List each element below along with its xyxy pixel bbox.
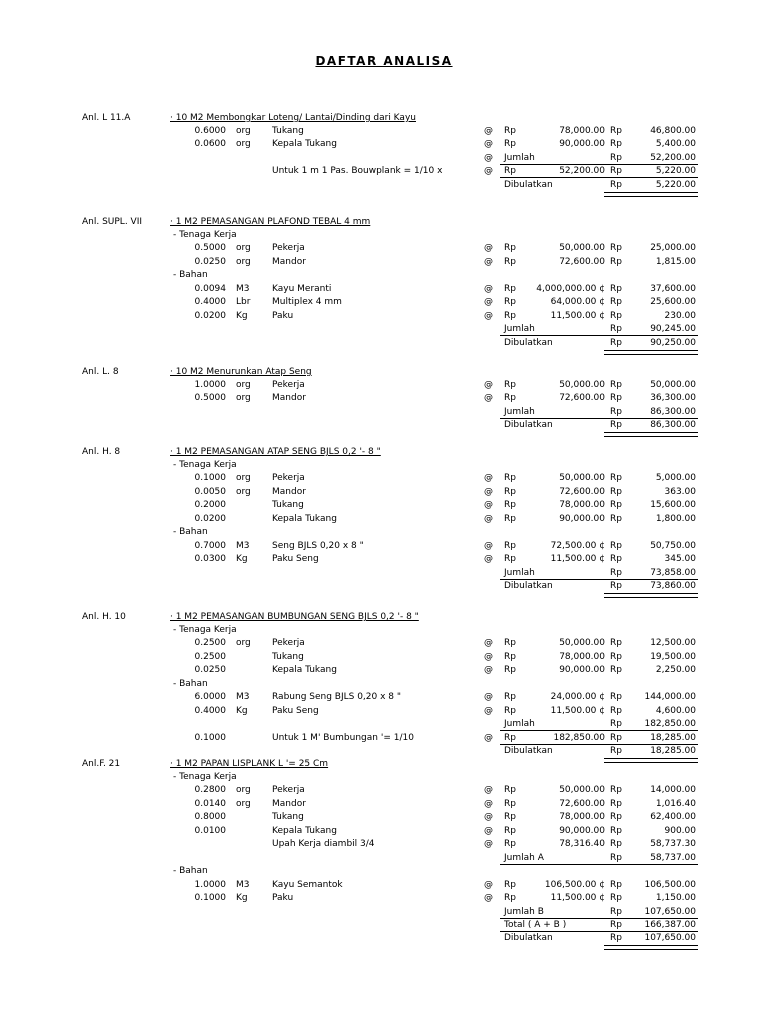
currency-or-label-cell: Dibulatkan — [504, 179, 553, 190]
currency-or-label-cell: Rp — [504, 310, 516, 321]
row-total-cell: 107,650.00 — [644, 906, 696, 917]
currency-or-label-cell: Rp — [504, 705, 516, 716]
unit-price-cell: 50,000.00 — [559, 243, 605, 254]
currency-cell: Rp — [610, 719, 622, 730]
double-underline — [604, 945, 698, 950]
row-total-cell: 58,737.30 — [650, 839, 696, 850]
group-label: - Bahan — [173, 270, 208, 281]
at-sign: @ — [484, 486, 493, 497]
quantity-cell: 0.6000 — [194, 126, 226, 136]
quantity-cell: 0.0094 — [194, 283, 226, 294]
at-sign: @ — [484, 812, 493, 823]
row-total-cell: 1,150.00 — [655, 893, 696, 904]
unit-price-cell: 78,000.00 — [559, 126, 605, 136]
double-underline — [604, 350, 698, 355]
description-cell: Paku — [272, 310, 294, 321]
row-total-cell: 345.00 — [664, 554, 696, 565]
unit-price-cell: 50,000.00 — [559, 785, 605, 796]
row-total-cell: 90,250.00 — [650, 337, 696, 348]
at-sign: @ — [484, 692, 493, 703]
description-cell: Pekerja — [272, 638, 305, 649]
at-sign: @ — [484, 166, 493, 177]
unit-cell: M3 — [236, 692, 250, 703]
unit-cell: Kg — [236, 554, 248, 565]
unit-price-cell: 106,500.00 ¢ — [544, 879, 605, 890]
section-heading: · 10 M2 Membongkar Loteng/ Lantai/Dinding dari Kayu — [170, 113, 416, 123]
section-heading: · 1 M2 PAPAN LISPLANK L '= 25 Cm — [170, 759, 329, 769]
currency-or-label-cell: Dibulatkan — [504, 337, 553, 348]
unit-cell: org — [236, 638, 251, 649]
row-total-cell: 19,500.00 — [650, 651, 696, 662]
unit-cell: Lbr — [236, 297, 251, 308]
currency-cell: Rp — [610, 893, 622, 904]
currency-cell: Rp — [610, 139, 622, 150]
currency-cell: Rp — [610, 746, 622, 757]
currency-or-label-cell: Rp — [504, 812, 516, 823]
currency-cell: Rp — [610, 825, 622, 836]
currency-or-label-cell: Rp — [504, 256, 516, 267]
at-sign: @ — [484, 785, 493, 796]
currency-or-label-cell: Rp — [504, 879, 516, 890]
unit-price-cell: 50,000.00 — [559, 638, 605, 649]
at-sign: @ — [484, 638, 493, 649]
description-cell: Multiplex 4 mm — [272, 297, 342, 308]
unit-price-cell: 78,000.00 — [559, 812, 605, 823]
row-total-cell: 62,400.00 — [650, 812, 696, 823]
currency-cell: Rp — [610, 126, 622, 136]
at-sign: @ — [484, 473, 493, 484]
currency-or-label-cell: Rp — [504, 380, 516, 390]
description-cell: Mandor — [272, 256, 306, 267]
currency-or-label-cell: Jumlah — [504, 406, 535, 417]
quantity-cell: 0.0200 — [194, 513, 226, 524]
unit-price-cell: 24,000.00 ¢ — [550, 692, 605, 703]
description-cell: Upah Kerja diambil 3/4 — [272, 839, 375, 850]
group-label: - Bahan — [173, 678, 208, 689]
quantity-cell: 0.0300 — [194, 554, 226, 565]
description-cell: Kepala Tukang — [272, 665, 337, 676]
at-sign: @ — [484, 256, 493, 267]
at-sign: @ — [484, 297, 493, 308]
unit-price-cell: 4,000,000.00 ¢ — [536, 283, 605, 294]
currency-cell: Rp — [610, 166, 622, 177]
currency-cell: Rp — [610, 486, 622, 497]
unit-price-cell: 78,000.00 — [559, 651, 605, 662]
currency-cell: Rp — [610, 567, 622, 578]
unit-cell: org — [236, 139, 251, 150]
currency-or-label-cell: Jumlah A — [504, 852, 544, 863]
section-code: Anl. L. 8 — [82, 367, 119, 377]
unit-cell: org — [236, 256, 251, 267]
description-cell: Kepala Tukang — [272, 825, 337, 836]
unit-price-cell: 78,000.00 — [559, 500, 605, 511]
currency-or-label-cell: Jumlah — [504, 152, 535, 163]
currency-cell: Rp — [610, 581, 622, 592]
row-total-cell: 5,220.00 — [655, 166, 696, 177]
currency-or-label-cell: Jumlah — [504, 567, 535, 578]
page-title: DAFTAR ANALISA — [315, 54, 453, 68]
row-total-cell: 900.00 — [664, 825, 696, 836]
description-cell: Paku Seng — [272, 705, 319, 716]
currency-or-label-cell: Rp — [504, 732, 516, 743]
currency-cell: Rp — [610, 785, 622, 796]
group-label: - Tenaga Kerja — [173, 625, 237, 635]
currency-cell: Rp — [610, 297, 622, 308]
currency-or-label-cell: Dibulatkan — [504, 746, 553, 757]
currency-or-label-cell: Rp — [504, 651, 516, 662]
row-total-cell: 73,860.00 — [650, 581, 696, 592]
unit-price-cell: 72,600.00 — [559, 393, 605, 404]
description-cell: Tukang — [272, 812, 304, 823]
currency-or-label-cell: Rp — [504, 554, 516, 565]
currency-cell: Rp — [610, 554, 622, 565]
row-total-cell: 230.00 — [664, 310, 696, 321]
description-cell: Kepala Tukang — [272, 139, 337, 150]
currency-or-label-cell: Rp — [504, 825, 516, 836]
quantity-cell: 0.7000 — [194, 540, 226, 551]
unit-cell: Kg — [236, 705, 248, 716]
currency-cell: Rp — [610, 852, 622, 863]
unit-price-cell: 90,000.00 — [559, 513, 605, 524]
currency-or-label-cell: Rp — [504, 139, 516, 150]
currency-cell: Rp — [610, 839, 622, 850]
row-total-cell: 12,500.00 — [650, 638, 696, 649]
currency-cell: Rp — [610, 798, 622, 809]
at-sign: @ — [484, 283, 493, 294]
group-label: - Bahan — [173, 866, 208, 877]
unit-price-cell: 90,000.00 — [559, 139, 605, 150]
row-total-cell: 18,285.00 — [650, 732, 696, 743]
row-total-cell: 90,245.00 — [650, 324, 696, 335]
description-cell: Tukang — [272, 651, 304, 662]
quantity-cell: 0.8000 — [194, 812, 226, 823]
group-label: - Tenaga Kerja — [173, 772, 237, 782]
unit-price-cell: 72,500.00 ¢ — [550, 540, 605, 551]
currency-or-label-cell: Rp — [504, 540, 516, 551]
row-total-cell: 25,000.00 — [650, 243, 696, 254]
row-total-cell: 5,000.00 — [655, 473, 696, 484]
at-sign: @ — [484, 893, 493, 904]
group-label: - Bahan — [173, 527, 208, 538]
currency-cell: Rp — [610, 420, 622, 431]
quantity-cell: 0.2000 — [194, 500, 226, 511]
row-total-cell: 166,387.00 — [644, 919, 696, 930]
unit-cell: org — [236, 380, 251, 390]
currency-cell: Rp — [610, 705, 622, 716]
description-cell: Paku Seng — [272, 554, 319, 565]
unit-price-cell: 11,500.00 ¢ — [550, 554, 605, 565]
unit-price-cell: 72,600.00 — [559, 256, 605, 267]
section-code: Anl. H. 8 — [82, 447, 121, 457]
quantity-cell: 0.0250 — [194, 665, 226, 676]
currency-cell: Rp — [610, 732, 622, 743]
at-sign: @ — [484, 500, 493, 511]
unit-cell: Kg — [236, 310, 248, 321]
double-underline — [604, 192, 698, 197]
row-total-cell: 5,220.00 — [655, 179, 696, 190]
description-cell: Mandor — [272, 393, 306, 404]
at-sign: @ — [484, 825, 493, 836]
quantity-cell: 0.5000 — [194, 393, 226, 404]
at-sign: @ — [484, 554, 493, 565]
quantity-cell: 0.0050 — [194, 486, 226, 497]
unit-cell: M3 — [236, 283, 250, 294]
quantity-cell: 0.0140 — [194, 798, 226, 809]
at-sign: @ — [484, 126, 493, 136]
description-cell: Untuk 1 M' Bumbungan '= 1/10 — [272, 732, 414, 743]
section-code: Anl. L 11.A — [82, 113, 131, 123]
currency-cell: Rp — [610, 243, 622, 254]
unit-price-cell: 72,600.00 — [559, 798, 605, 809]
row-total-cell: 1,800.00 — [655, 513, 696, 524]
unit-cell: M3 — [236, 879, 250, 890]
quantity-cell: 0.1000 — [194, 473, 226, 484]
currency-cell: Rp — [610, 812, 622, 823]
currency-cell: Rp — [610, 540, 622, 551]
currency-cell: Rp — [610, 310, 622, 321]
at-sign: @ — [484, 393, 493, 404]
description-cell: Pekerja — [272, 473, 305, 484]
description-cell: Untuk 1 m 1 Pas. Bouwplank = 1/10 x — [272, 166, 443, 177]
currency-or-label-cell: Rp — [504, 500, 516, 511]
section-code: Anl. H. 10 — [82, 612, 126, 622]
quantity-cell: 1.0000 — [194, 380, 226, 390]
row-total-cell: 58,737.00 — [650, 852, 696, 863]
section-heading: · 1 M2 PEMASANGAN PLAFOND TEBAL 4 mm — [170, 217, 371, 227]
unit-price-cell: 90,000.00 — [559, 825, 605, 836]
unit-cell: org — [236, 785, 251, 796]
description-cell: Mandor — [272, 486, 306, 497]
currency-cell: Rp — [610, 152, 622, 163]
group-label: - Tenaga Kerja — [173, 230, 237, 240]
quantity-cell: 0.0200 — [194, 310, 226, 321]
row-total-cell: 4,600.00 — [655, 705, 696, 716]
section-heading: · 1 M2 PEMASANGAN BUMBUNGAN SENG BJLS 0,2 '- 8 " — [170, 612, 419, 622]
row-total-cell: 1,815.00 — [655, 256, 696, 267]
currency-or-label-cell: Jumlah — [504, 719, 535, 730]
double-underline — [604, 593, 698, 598]
row-total-cell: 52,200.00 — [650, 152, 696, 163]
row-total-cell: 14,000.00 — [650, 785, 696, 796]
currency-or-label-cell: Rp — [504, 243, 516, 254]
unit-price-cell: 64,000.00 ¢ — [550, 297, 605, 308]
at-sign: @ — [484, 665, 493, 676]
quantity-cell: 0.1000 — [194, 893, 226, 904]
unit-cell: org — [236, 243, 251, 254]
at-sign: @ — [484, 732, 493, 743]
currency-or-label-cell: Rp — [504, 638, 516, 649]
quantity-cell: 0.4000 — [194, 705, 226, 716]
description-cell: Tukang — [272, 126, 304, 136]
at-sign: @ — [484, 705, 493, 716]
row-total-cell: 37,600.00 — [650, 283, 696, 294]
unit-cell: org — [236, 126, 251, 136]
at-sign: @ — [484, 243, 493, 254]
row-total-cell: 144,000.00 — [644, 692, 696, 703]
at-sign: @ — [484, 879, 493, 890]
description-cell: Kepala Tukang — [272, 513, 337, 524]
row-total-cell: 1,016.40 — [655, 798, 696, 809]
currency-or-label-cell: Rp — [504, 283, 516, 294]
quantity-cell: 0.2500 — [194, 651, 226, 662]
unit-price-cell: 50,000.00 — [559, 380, 605, 390]
currency-or-label-cell: Rp — [504, 297, 516, 308]
quantity-cell: 0.0100 — [194, 825, 226, 836]
description-cell: Tukang — [272, 500, 304, 511]
currency-or-label-cell: Rp — [504, 893, 516, 904]
currency-cell: Rp — [610, 393, 622, 404]
at-sign: @ — [484, 152, 493, 163]
quantity-cell: 0.1000 — [194, 732, 226, 743]
currency-cell: Rp — [610, 179, 622, 190]
at-sign: @ — [484, 651, 493, 662]
row-total-cell: 50,000.00 — [650, 380, 696, 390]
currency-or-label-cell: Rp — [504, 839, 516, 850]
unit-cell: Kg — [236, 893, 248, 904]
currency-or-label-cell: Rp — [504, 513, 516, 524]
currency-or-label-cell: Rp — [504, 393, 516, 404]
row-total-cell: 36,300.00 — [650, 393, 696, 404]
currency-or-label-cell: Jumlah B — [504, 906, 544, 917]
unit-price-cell: 72,600.00 — [559, 486, 605, 497]
row-total-cell: 107,650.00 — [644, 933, 696, 944]
quantity-cell: 0.2800 — [194, 785, 226, 796]
unit-cell: M3 — [236, 540, 250, 551]
unit-price-cell: 52,200.00 — [559, 166, 605, 177]
at-sign: @ — [484, 139, 493, 150]
unit-price-cell: 182,850.00 — [553, 732, 605, 743]
description-cell: Paku — [272, 893, 294, 904]
section-code: Anl.F. 21 — [82, 759, 121, 769]
row-total-cell: 50,750.00 — [650, 540, 696, 551]
currency-cell: Rp — [610, 500, 622, 511]
currency-cell: Rp — [610, 513, 622, 524]
quantity-cell: 6.0000 — [194, 692, 226, 703]
at-sign: @ — [484, 513, 493, 524]
row-total-cell: 25,600.00 — [650, 297, 696, 308]
currency-or-label-cell: Rp — [504, 126, 516, 136]
currency-or-label-cell: Rp — [504, 473, 516, 484]
currency-or-label-cell: Rp — [504, 665, 516, 676]
currency-cell: Rp — [610, 692, 622, 703]
currency-or-label-cell: Jumlah — [504, 324, 535, 335]
currency-or-label-cell: Rp — [504, 798, 516, 809]
description-cell: Pekerja — [272, 243, 305, 254]
row-total-cell: 182,850.00 — [644, 719, 696, 730]
row-total-cell: 86,300.00 — [650, 406, 696, 417]
currency-cell: Rp — [610, 283, 622, 294]
currency-cell: Rp — [610, 665, 622, 676]
currency-or-label-cell: Total ( A + B ) — [504, 919, 567, 930]
currency-cell: Rp — [610, 406, 622, 417]
quantity-cell: 0.4000 — [194, 297, 226, 308]
section-heading: · 10 M2 Menurunkan Atap Seng — [170, 367, 312, 377]
quantity-cell: 0.2500 — [194, 638, 226, 649]
unit-price-cell: 11,500.00 ¢ — [550, 893, 605, 904]
currency-or-label-cell: Dibulatkan — [504, 420, 553, 431]
currency-or-label-cell: Dibulatkan — [504, 933, 553, 944]
currency-cell: Rp — [610, 933, 622, 944]
row-total-cell: 363.00 — [664, 486, 696, 497]
description-cell: Pekerja — [272, 785, 305, 796]
row-total-cell: 5,400.00 — [655, 139, 696, 150]
section-heading: · 1 M2 PEMASANGAN ATAP SENG BJLS 0,2 '- 8 " — [170, 447, 381, 457]
quantity-cell: 1.0000 — [194, 879, 226, 890]
currency-cell: Rp — [610, 337, 622, 348]
row-total-cell: 2,250.00 — [655, 665, 696, 676]
currency-cell: Rp — [610, 879, 622, 890]
group-label: - Tenaga Kerja — [173, 460, 237, 470]
at-sign: @ — [484, 798, 493, 809]
row-total-cell: 86,300.00 — [650, 420, 696, 431]
double-underline — [604, 758, 698, 763]
row-total-cell: 46,800.00 — [650, 126, 696, 136]
row-total-cell: 106,500.00 — [644, 879, 696, 890]
unit-price-cell: 11,500.00 ¢ — [550, 705, 605, 716]
unit-cell: org — [236, 798, 251, 809]
description-cell: Rabung Seng BJLS 0,20 x 8 " — [272, 692, 402, 703]
currency-cell: Rp — [610, 256, 622, 267]
currency-cell: Rp — [610, 906, 622, 917]
currency-cell: Rp — [610, 651, 622, 662]
unit-price-cell: 90,000.00 — [559, 665, 605, 676]
quantity-cell: 0.0600 — [194, 139, 226, 150]
section-code: Anl. SUPL. VII — [82, 217, 143, 227]
quantity-cell: 0.5000 — [194, 243, 226, 254]
at-sign: @ — [484, 310, 493, 321]
currency-cell: Rp — [610, 324, 622, 335]
currency-cell: Rp — [610, 919, 622, 930]
description-cell: Kayu Meranti — [272, 283, 332, 294]
row-total-cell: 18,285.00 — [650, 746, 696, 757]
description-cell: Seng BJLS 0,20 x 8 " — [272, 540, 364, 551]
description-cell: Pekerja — [272, 380, 305, 390]
currency-or-label-cell: Rp — [504, 692, 516, 703]
summary-underline — [500, 864, 698, 865]
currency-cell: Rp — [610, 380, 622, 390]
description-cell: Mandor — [272, 798, 306, 809]
currency-cell: Rp — [610, 473, 622, 484]
currency-or-label-cell: Rp — [504, 785, 516, 796]
currency-or-label-cell: Rp — [504, 486, 516, 497]
unit-price-cell: 11,500.00 ¢ — [550, 310, 605, 321]
at-sign: @ — [484, 540, 493, 551]
currency-or-label-cell: Rp — [504, 166, 516, 177]
unit-price-cell: 50,000.00 — [559, 473, 605, 484]
currency-cell: Rp — [610, 638, 622, 649]
currency-or-label-cell: Dibulatkan — [504, 581, 553, 592]
row-total-cell: 15,600.00 — [650, 500, 696, 511]
row-total-cell: 73,858.00 — [650, 567, 696, 578]
unit-cell: org — [236, 393, 251, 404]
double-underline — [604, 432, 698, 437]
unit-price-cell: 78,316.40 — [559, 839, 605, 850]
unit-cell: org — [236, 486, 251, 497]
unit-cell: org — [236, 473, 251, 484]
quantity-cell: 0.0250 — [194, 256, 226, 267]
description-cell: Kayu Semantok — [272, 879, 343, 890]
at-sign: @ — [484, 380, 493, 390]
at-sign: @ — [484, 839, 493, 850]
